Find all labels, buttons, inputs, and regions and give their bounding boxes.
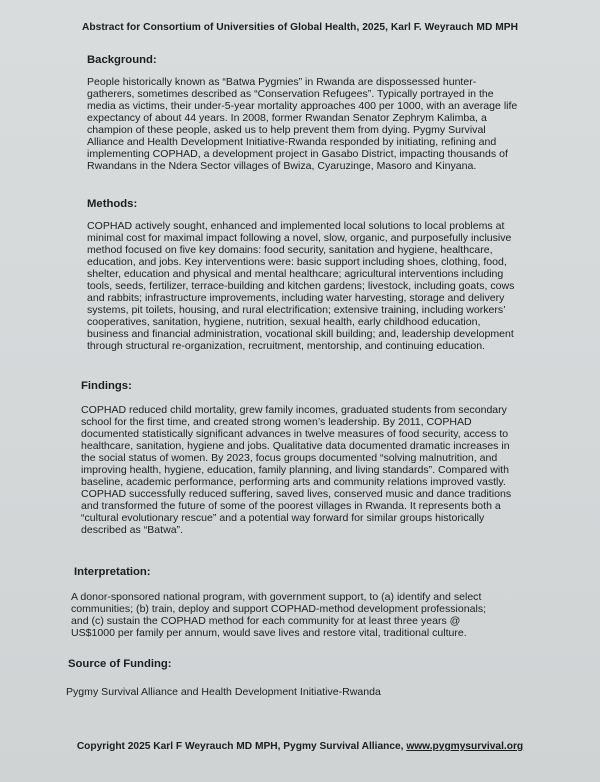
- methods-heading: Methods:: [87, 198, 138, 210]
- paragraph-line: and (c) sustain the COPHAD method for each community for at least three years @: [71, 615, 461, 628]
- paragraph-line: through structural re-organization, recruitment, mentorship, and continuing education.: [87, 340, 486, 353]
- copyright-footer: [0, 741, 600, 752]
- paragraph-line: and rabbits; infrastructure improvements, including water harvesting, storage and delivery: [87, 292, 505, 305]
- funding-paragraph: [66, 686, 381, 698]
- background-heading: Background:: [87, 54, 157, 66]
- interpretation-heading: Interpretation:: [74, 566, 151, 578]
- paragraph-line: business and financial administration, vocational skill building; and, leadership development: [87, 328, 514, 341]
- paragraph-line: documented statistically significant advances in twelve measures of food security, access to: [81, 428, 509, 441]
- paragraph-line: expectancy of about 44 years. In 2008, former Rwandan Senator Zephrym Kalimba, a: [87, 112, 487, 125]
- paragraph-line: shelter, education and physical and mental healthcare; agricultural interventions including: [87, 268, 504, 281]
- paragraph-line: healthcare, sanitation, hygiene and jobs. Qualitative data documented dramatic increases in: [81, 440, 510, 453]
- paragraph-line: improving health, hygiene, education, family planning, and living standards”. Compared with: [81, 464, 509, 477]
- paragraph-line: A donor-sponsored national program, with government support, to (a) identify and select: [71, 591, 482, 603]
- paragraph-line: gatherers, sometimes described as “Conservation Refugees”. Typically portrayed in the: [87, 88, 494, 101]
- paragraph-line: school for the first time, and created strong women’s leadership. By 2011, COPHAD: [81, 416, 472, 429]
- paragraph-line: COPHAD successfully reduced suffering, saved lives, conserved music and dance traditions: [81, 488, 512, 501]
- findings-paragraph: [81, 404, 511, 537]
- paragraph-line: COPHAD actively sought, enhanced and implemented local solutions to local problems at: [87, 220, 505, 232]
- paragraph-line: the social status of women. By 2023, focus groups documented “solving malnutrition, and: [81, 452, 498, 465]
- page-header: Abstract for Consortium of Universities of Global Health, 2025, Karl F. Weyrauch MD MPH: [81, 22, 519, 33]
- funding-heading: Source of Funding:: [68, 658, 172, 670]
- paragraph-line: Pygmy Survival Alliance and Health Development Initiative-Rwanda: [66, 686, 381, 698]
- methods-paragraph: [87, 220, 514, 353]
- paragraph-line: tools, seeds, fertilizer, terrace-building and kitchen gardens; livestock, including goats, cows: [87, 280, 515, 293]
- paragraph-line: media as victims, their under-5-year mortality approaches 400 per 1000, with an average life: [87, 100, 518, 113]
- paragraph-line: method focused on five key domains: food security, sanitation and hygiene, healthcare,: [87, 244, 493, 257]
- paragraph-line: systems, pit toilets, housing, and rural electrification; extensive training, including workers’: [87, 304, 506, 317]
- paragraph-line: described as “Batwa”.: [81, 524, 183, 537]
- paragraph-line: Rwandans in the Ndera Sector villages of Bwiza, Cyaruzinge, Masoro and Kinyana.: [87, 160, 477, 173]
- paragraph-line: implementing COPHAD, a development project in Gasabo District, impacting thousands of: [87, 148, 508, 161]
- paragraph-line: and transformed the future of some of the poorest villages in Rwanda. It represents both a: [81, 500, 501, 513]
- paragraph-line: Alliance and Health Development Initiative-Rwanda responded by initiating, refining and: [87, 136, 497, 149]
- paragraph-line: People historically known as “Batwa Pygmies” in Rwanda are dispossessed hunter-: [87, 76, 477, 88]
- findings-heading: Findings:: [81, 380, 132, 392]
- paragraph-line: “cultural evolutionary rescue” and a potential way forward for similar groups historically: [81, 512, 485, 525]
- paragraph-line: US$1000 per family per annum, would save lives and restore vital, traditional culture.: [71, 627, 467, 640]
- paragraph-line: champion of these people, asked us to help prevent them from dying. Pygmy Survival: [87, 124, 486, 137]
- paragraph-line: baseline, academic performance, performing arts and community relations improved vastly.: [81, 476, 506, 489]
- paragraph-line: education, and jobs. Key interventions were: basic support including shoes, clothing, food,: [87, 256, 507, 269]
- copyright-text: Copyright 2025 Karl F Weyrauch MD MPH, Pygmy Survival Alliance,: [76, 741, 407, 752]
- paragraph-line: communities; (b) train, deploy and support COPHAD-method development professionals;: [71, 603, 487, 616]
- website-link[interactable]: www.pygmysurvival.org: [406, 741, 524, 752]
- paragraph-line: minimal cost for maximal impact following a novel, slow, organic, and purposefully inclusive: [87, 232, 512, 245]
- interpretation-paragraph: [71, 591, 486, 639]
- paragraph-line: cooperatives, sanitation, hygiene, nutrition, sexual health, early childhood education,: [87, 316, 481, 329]
- background-paragraph: [87, 76, 517, 172]
- paragraph-line: COPHAD reduced child mortality, grew family incomes, graduated students from secondary: [81, 404, 507, 416]
